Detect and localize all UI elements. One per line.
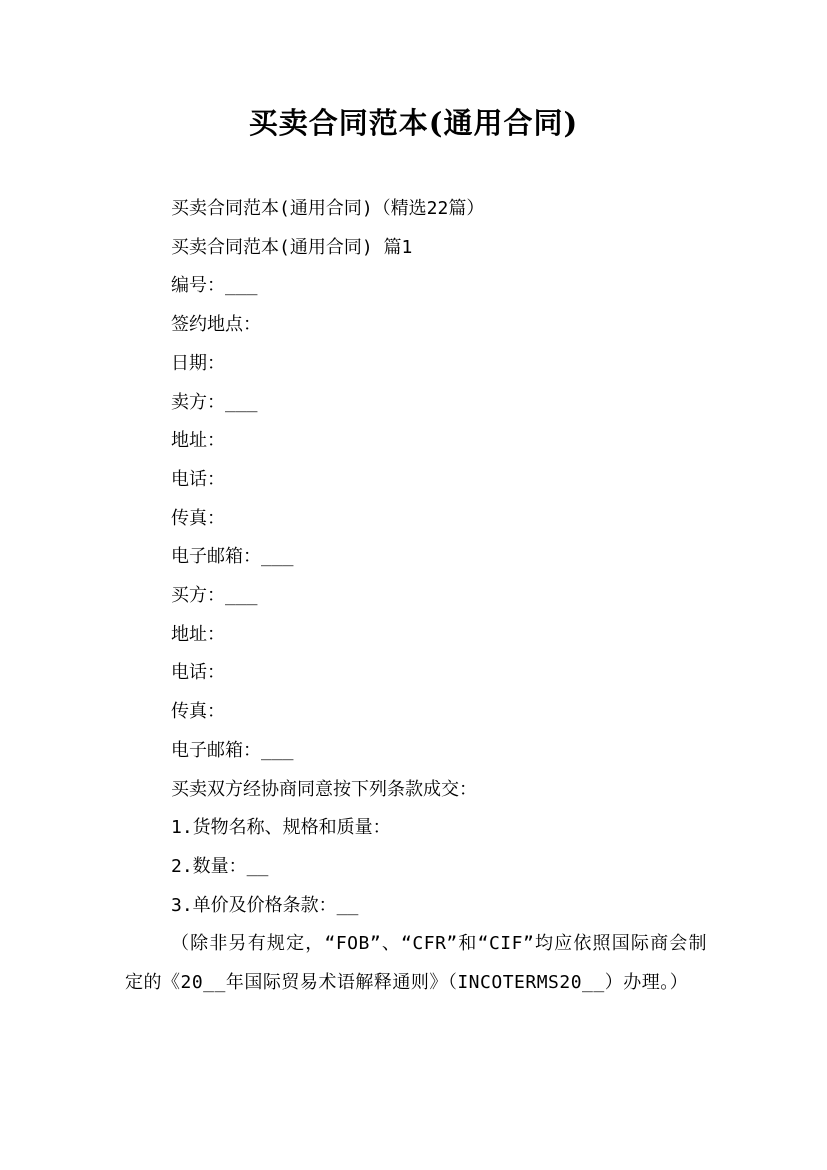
date-line: 日期： — [171, 352, 225, 374]
contract-number-line: 编号：___ — [171, 275, 258, 297]
seller-address-line: 地址： — [171, 430, 225, 452]
document-body — [125, 190, 707, 1003]
seller-fax-line: 传真： — [171, 507, 225, 529]
seller-phone-line: 电话： — [171, 468, 225, 490]
clause-1-line: 1.货物名称、规格和质量： — [171, 817, 391, 839]
buyer-email-line: 电子邮箱：___ — [171, 739, 294, 761]
buyer-line: 买方：___ — [171, 585, 258, 607]
subtitle-line: 买卖合同范本(通用合同)（精选22篇） — [171, 198, 485, 219]
seller-email-line: 电子邮箱：___ — [171, 546, 294, 568]
document-title: 买卖合同范本(通用合同) — [248, 106, 579, 140]
section-heading: 买卖合同范本(通用合同) 篇1 — [171, 236, 413, 258]
clause-2-line: 2.数量：__ — [171, 855, 269, 877]
seller-line: 卖方：___ — [171, 391, 258, 413]
incoterms-paragraph: （除非另有规定，“FOB”、“CFR”和“CIF”均应依照国际商会制定的《20__年国际贸易术语解释通则》（INCOTERMS20__）办理。） — [125, 933, 707, 994]
buyer-phone-line: 电话： — [171, 662, 225, 684]
buyer-fax-line: 传真： — [171, 701, 225, 723]
buyer-address-line: 地址： — [171, 623, 225, 645]
agreement-intro-line: 买卖双方经协商同意按下列条款成交： — [171, 778, 477, 800]
clause-3-line: 3.单价及价格条款：__ — [171, 894, 359, 916]
signing-place-line: 签约地点： — [171, 314, 261, 336]
